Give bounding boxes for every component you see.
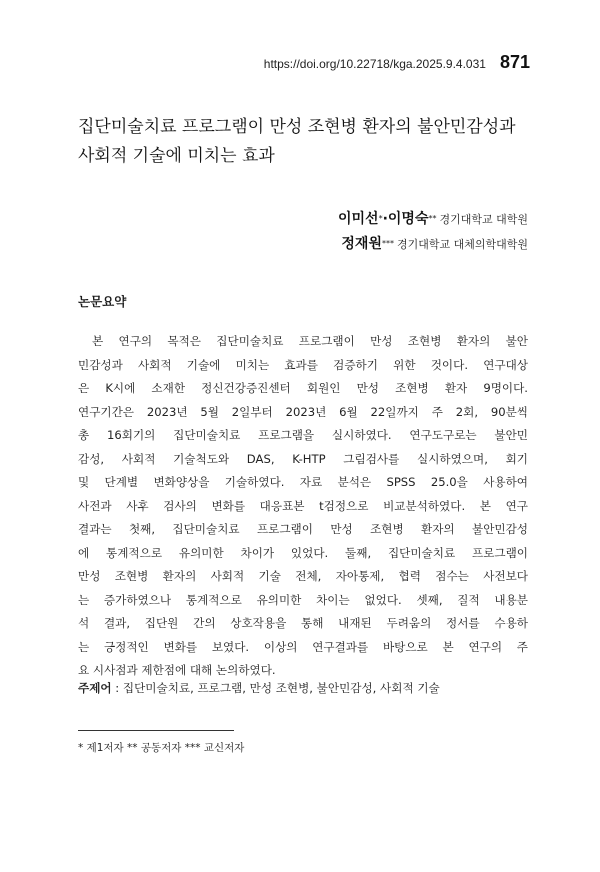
abstract-line: 민감성과 사회적 기술에 미치는 효과를 검증하기 위한 것이다. 연구대상 (78, 357, 528, 372)
author-name: 이명숙 (387, 211, 429, 227)
author-affiliation: 경기대학교 대학원 (439, 213, 528, 226)
author-name: 정재원 (341, 236, 382, 252)
author-mark: ** (428, 214, 437, 223)
author-line (338, 206, 528, 231)
author-separator: · (382, 211, 388, 227)
author-name: 이미선 (338, 211, 379, 227)
title-line: 집단미술치료 프로그램이 만성 조현병 환자의 불안민감성과 (78, 117, 516, 137)
page-number: 871 (499, 52, 530, 72)
title-line: 사회적 기술에 미치는 효과 (78, 146, 275, 166)
doi-link[interactable]: https://doi.org/10.22718/kga.2025.9.4.031 (263, 57, 486, 71)
abstract-line: 감성, 사회적 기술척도와 DAS, K-HTP 그림검사를 실시하였으며, 회기 (78, 451, 528, 466)
abstract-line: 는 증가하였으나 통계적으로 유의미한 차이는 없었다. 셋째, 질적 내용분 (78, 592, 528, 607)
abstract-line: 결과는 첫째, 집단미술치료 프로그램이 만성 조현병 환자의 불안민감성 (78, 522, 528, 536)
abstract-line: 만성 조현병 환자의 사회적 기술 전체, 자아통제, 협력 점수는 사전보다 (78, 569, 528, 583)
keywords (78, 680, 528, 696)
author-block (338, 206, 528, 256)
footnote-divider (78, 730, 234, 731)
page-header (264, 52, 530, 73)
author-affiliation: 경기대학교 대체의학대학원 (396, 238, 528, 251)
abstract-heading: 논문요약 (78, 294, 127, 309)
paper-title (78, 113, 538, 171)
abstract-line: 총 16회기의 집단미술치료 프로그램을 실시하였다. 연구도구로는 불안민 (78, 428, 528, 442)
abstract-line: 본 연구의 목적은 집단미술치료 프로그램이 만성 조현병 환자의 불안 (92, 334, 528, 348)
abstract-body (78, 330, 528, 683)
footnote: * 제1저자 ** 공동저자 *** 교신저자 (78, 742, 245, 754)
keywords-colon: : (111, 681, 123, 695)
abstract-line: 는 긍정적인 변화를 보였다. 이상의 연구결과를 바탕으로 본 연구의 주 (78, 639, 528, 654)
author-mark: * (378, 214, 383, 223)
keywords-text: 집단미술치료, 프로그램, 만성 조현병, 불안민감성, 사회적 기술 (122, 681, 440, 695)
author-mark: *** (381, 239, 394, 248)
abstract-line: 연구기간은 2023년 5월 2일부터 2023년 6월 22일까지 주 2회, 90분씩 (78, 404, 528, 419)
abstract-line: 은 K시에 소재한 정신건강증진센터 회원인 만성 조현병 환자 9명이다. (78, 381, 528, 395)
author-line (338, 231, 528, 256)
keywords-label: 주제어 (78, 681, 112, 695)
abstract-line: 석 결과, 집단원 간의 상호작용을 통해 내재된 두려움의 정서를 수용하 (78, 616, 528, 630)
abstract-line: 요 시사점과 제한점에 대해 논의하였다. (78, 663, 276, 677)
abstract-line: 사전과 사후 검사의 변화를 대응표본 t검정으로 비교분석하였다. 본 연구 (78, 498, 528, 513)
abstract-line: 및 단계별 변화양상을 기술하였다. 자료 분석은 SPSS 25.0을 사용하여 (78, 475, 528, 489)
abstract-line: 에 통계적으로 유의미한 차이가 있었다. 둘째, 집단미술치료 프로그램이 (78, 545, 528, 560)
